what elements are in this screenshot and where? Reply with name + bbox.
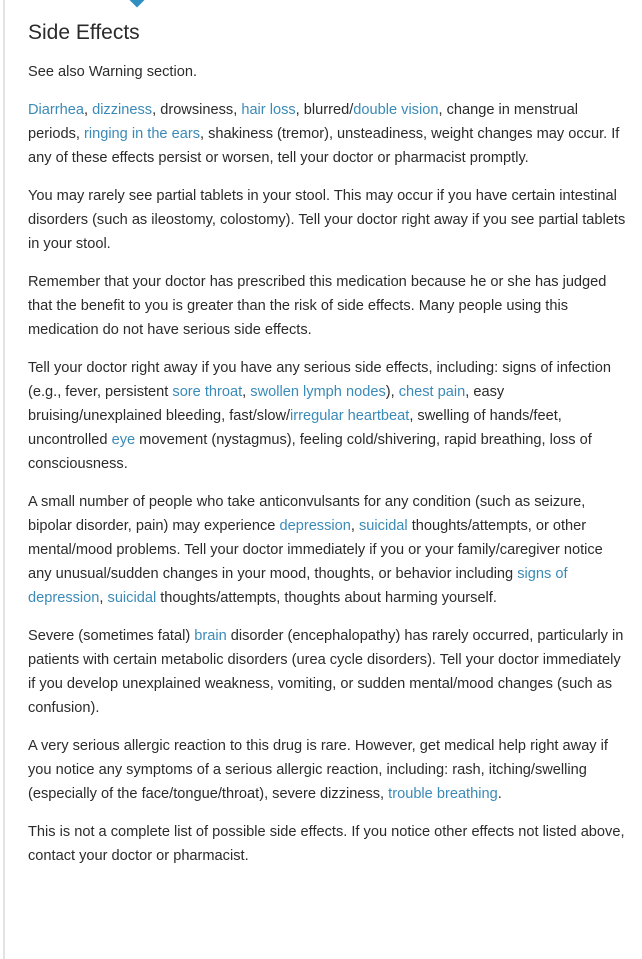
term-link[interactable]: chest pain xyxy=(398,384,466,400)
term-link[interactable]: suicidal xyxy=(359,518,408,534)
paragraph-text: , swelling of hands/feet, uncontrolled xyxy=(28,408,562,448)
paragraph-text: Tell your doctor right away if you have any serious side effects, including: signs of infection (e.g., fever, persistent xyxy=(28,360,611,400)
term-link[interactable]: signs of depression xyxy=(28,566,568,606)
tab-pointer-icon xyxy=(129,0,146,7)
paragraph xyxy=(28,624,628,720)
section-title: Side Effects xyxy=(28,21,140,44)
paragraph-text: , drowsiness, xyxy=(152,102,242,118)
term-link[interactable]: ringing in the ears xyxy=(83,126,200,142)
paragraph-text: , change in menstrual periods, xyxy=(28,102,579,142)
paragraph-text: thoughts/attempts, or other mental/mood problems. Tell your doctor immediately if you or your family/caregiver notice any unusual/sudden changes in your mood, thoughts, or behavior including xyxy=(28,518,603,582)
paragraph xyxy=(28,820,628,868)
paragraph-text: , shakiness (tremor), unsteadiness, weight changes may occur. If any of these effects persist or worsen, tell your doctor or pharmacist promptly. xyxy=(28,126,620,166)
term-link[interactable]: dizziness xyxy=(92,102,153,118)
term-link[interactable]: hair loss xyxy=(241,102,296,118)
term-link[interactable]: depression xyxy=(279,518,351,534)
paragraph-text: ), xyxy=(385,384,399,400)
term-link[interactable]: eye xyxy=(111,432,136,448)
paragraph xyxy=(28,490,628,610)
paragraph-text: , xyxy=(99,590,108,606)
paragraph-text: , xyxy=(242,384,251,400)
term-link[interactable]: irregular heartbeat xyxy=(290,408,410,424)
term-link[interactable]: sore throat xyxy=(172,384,243,400)
paragraph-text: , xyxy=(83,102,93,118)
paragraph-text: A very serious allergic reaction to this drug is rare. However, get medical help right away if you notice any symptoms of a serious allergic reaction, including: rash, itching/swelling (especially of the face/tongue/throat), severe dizziness, xyxy=(28,738,608,802)
see-also-note: See also Warning section. xyxy=(28,64,197,80)
paragraph-text: Remember that your doctor has prescribed this medication because he or she has judged that the benefit to you is greater than the risk of side effects. Many people using this medication do not have serious side effects. xyxy=(28,274,607,338)
paragraph-text: , blurred/ xyxy=(295,102,354,118)
paragraph-text: , xyxy=(350,518,359,534)
content-frame-border xyxy=(3,0,5,959)
paragraph xyxy=(28,356,628,476)
paragraph-text: . xyxy=(497,786,502,802)
paragraph-text: Severe (sometimes fatal) xyxy=(28,628,195,644)
paragraph xyxy=(28,734,628,806)
paragraph xyxy=(28,184,628,256)
paragraph xyxy=(28,270,628,342)
paragraph-text: disorder (encephalopathy) has rarely occurred, particularly in patients with certain metabolic disorders (urea cycle disorders). Tell your doctor immediately if you develop unexplained weakness, vomiting, or sudden mental/mood changes (such as confusion). xyxy=(28,628,624,716)
paragraph-list xyxy=(28,98,628,868)
term-link[interactable]: suicidal xyxy=(107,590,157,606)
term-link[interactable]: trouble breathing xyxy=(388,786,498,802)
paragraph-text: You may rarely see partial tablets in your stool. This may occur if you have certain intestinal disorders (such as ileostomy, colostomy). Tell your doctor right away if you see partial tablets in your stool. xyxy=(28,188,626,252)
paragraph-text: movement (nystagmus), feeling cold/shivering, rapid breathing, loss of consciousness. xyxy=(28,432,592,472)
term-link[interactable]: brain xyxy=(194,628,227,644)
paragraph-text: A small number of people who take anticonvulsants for any condition (such as seizure, bipolar disorder, pain) may experience xyxy=(28,494,586,534)
term-link[interactable]: double vision xyxy=(353,102,439,118)
term-link[interactable]: Diarrhea xyxy=(28,102,84,118)
term-link[interactable]: swollen lymph nodes xyxy=(250,384,386,400)
paragraph-text: , easy bruising/unexplained bleeding, fast/slow/ xyxy=(28,384,505,424)
paragraph xyxy=(28,98,628,170)
paragraph-text: This is not a complete list of possible side effects. If you notice other effects not listed above, contact your doctor or pharmacist. xyxy=(28,824,625,864)
side-effects-section xyxy=(28,18,628,868)
paragraph-text: thoughts/attempts, thoughts about harming yourself. xyxy=(156,590,497,606)
